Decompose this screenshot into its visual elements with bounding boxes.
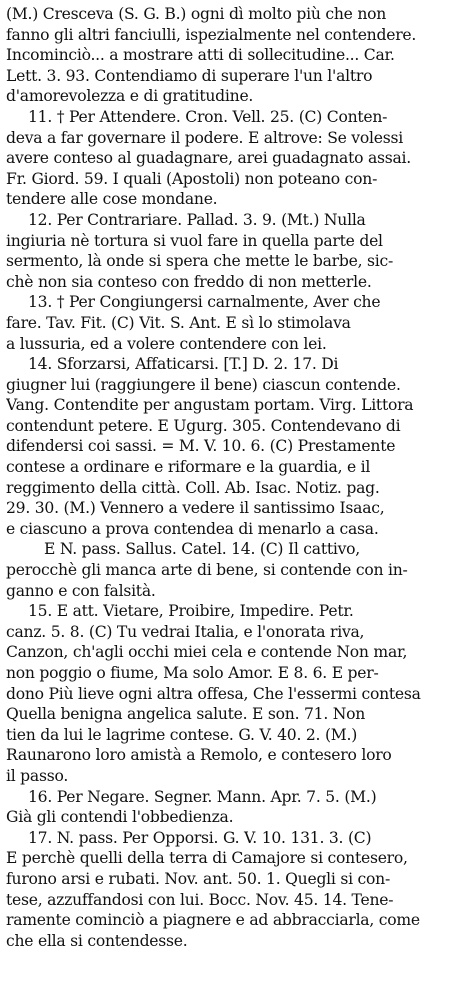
- text-line: canz. 5. 8. (C) Tu vedrai Italia, e l'onorata riva,: [6, 622, 365, 641]
- text-line: contendunt petere. E Ugurg. 305. Contendevano di: [6, 416, 401, 435]
- text-line: d'amorevolezza e di gratitudine.: [6, 87, 254, 106]
- text-line: ganno e con falsità.: [6, 581, 156, 600]
- text-line: Vang. Contendite per angustam portam. Virg. Littora: [6, 396, 414, 415]
- text-line: Lett. 3. 93. Contendiamo di superare l'un l'altro: [6, 66, 373, 85]
- text-line: Raunarono loro amistà a Remolo, e contesero loro: [6, 746, 392, 765]
- text-line: Canzon, ch'agli occhi miei cela e contende Non mar,: [6, 643, 408, 662]
- text-line: giugner lui (raggiungere il bene) ciascun contende.: [6, 375, 401, 394]
- text-line: 12. Per Contrariare. Pallad. 3. 9. (Mt.) Nulla: [28, 210, 366, 229]
- text-line: fare. Tav. Fit. (C) Vit. S. Ant. E sì lo stimolava: [6, 313, 351, 332]
- text-line: contese a ordinare e riformare e la guardia, e il: [6, 458, 371, 477]
- text-line: difendersi coi sassi. = M. V. 10. 6. (C) Prestamente: [6, 437, 396, 456]
- text-line: ingiuria nè tortura si vuol fare in quella parte del: [6, 231, 383, 250]
- text-line: 13. † Per Congiungersi carnalmente, Aver che: [28, 293, 381, 312]
- text-line: (M.) Cresceva (S. G. B.) ogni dì molto più che non: [6, 5, 387, 23]
- text-line: 16. Per Negare. Segner. Mann. Apr. 7. 5. (M.): [28, 787, 377, 806]
- text-line: chè non sia conteso con freddo di non metterle.: [6, 272, 372, 291]
- text-line: 17. N. pass. Per Opporsi. G. V. 10. 131. 3. (C): [28, 828, 372, 847]
- text-line: tendere alle cose mondane.: [6, 190, 218, 209]
- text-line: avere conteso al guadagnare, arei guadagnato assai.: [6, 149, 411, 168]
- text-line: fanno gli altri fanciulli, ispezialmente nel contendere.: [6, 25, 417, 44]
- text-line: furono arsi e rubati. Nov. ant. 50. 1. Quegli si con-: [6, 869, 390, 888]
- text-line: E N. pass. Sallus. Catel. 14. (C) Il cattivo,: [44, 540, 361, 559]
- text-line: reggimento della città. Coll. Ab. Isac. Notiz. pag.: [6, 478, 380, 497]
- text-line: il passo.: [6, 766, 69, 785]
- text-line: Incominciò... a mostrare atti di sollecitudine... Car.: [6, 46, 395, 65]
- text-line: Già gli contendi l'obbedienza.: [6, 808, 234, 827]
- text-line: tien da lui le lagrime contese. G. V. 40. 2. (M.): [6, 725, 358, 744]
- text-line: tese, azzuffandosi con lui. Bocc. Nov. 45. 14. Tene-: [6, 890, 394, 909]
- text-line: 14. Sforzarsi, Affaticarsi. [T.] D. 2. 17. Di: [28, 355, 339, 374]
- text-line: perocchè gli manca arte di bene, si contende con in-: [6, 561, 408, 580]
- text-line: ramente cominciò a piagnere e ad abbracciarla, come: [6, 911, 420, 930]
- text-line: Fr. Giord. 59. I quali (Apostoli) non poteano con-: [6, 169, 378, 188]
- text-line: non poggio o fiume, Ma solo Amor. E 8. 6. E per-: [6, 664, 379, 682]
- text-line: Quella benigna angelica salute. E son. 71. Non: [6, 705, 366, 724]
- text-line: deva a far governare il podere. E altrove: Se volessi: [6, 128, 403, 147]
- text-line: 29. 30. (M.) Vennero a vedere il santissimo Isaac,: [6, 499, 385, 518]
- text-line: dono Più lieve ogni altra offesa, Che l'essermi contesa: [6, 684, 421, 703]
- text-line: 11. † Per Attendere. Cron. Vell. 25. (C) Conten-: [28, 107, 388, 126]
- text-line: a lussuria, ed a volere contendere con lei.: [6, 334, 327, 353]
- text-line: E perchè quelli della terra di Camajore si contesero,: [6, 849, 408, 868]
- text-line: che ella si contendesse.: [6, 931, 188, 950]
- text-line: 15. E att. Vietare, Proibire, Impedire. Petr.: [28, 602, 354, 621]
- text-line: sermento, là onde si spera che mette le barbe, sic-: [6, 252, 393, 271]
- text-line: e ciascuno a prova contendea di menarlo a casa.: [6, 519, 379, 538]
